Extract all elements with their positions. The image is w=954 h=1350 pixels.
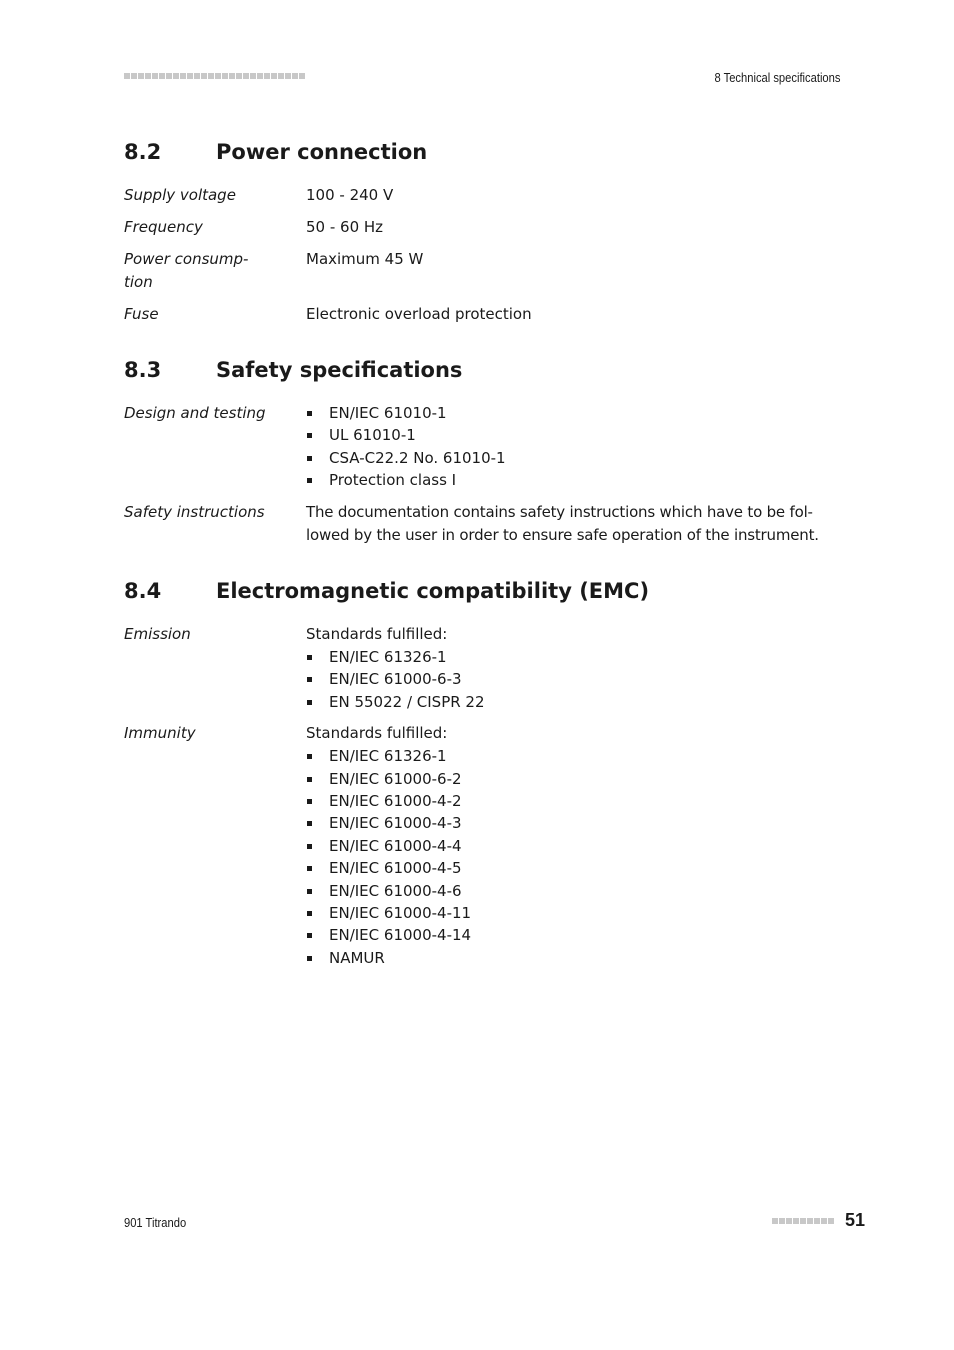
section-number: 8.2 xyxy=(124,140,162,164)
paragraph-line: The documentation contains safety instructions which have to be fol- xyxy=(306,502,813,521)
spec-table xyxy=(124,623,844,969)
list-item: EN/IEC 61326-1 xyxy=(306,745,826,767)
list-item: EN/IEC 61000-4-14 xyxy=(306,924,826,946)
list-item: EN/IEC 61000-4-4 xyxy=(306,835,826,857)
section-safety-specifications xyxy=(124,358,844,556)
spec-row xyxy=(124,623,844,713)
section-title: Safety specifications xyxy=(216,358,463,382)
section-emc xyxy=(124,579,844,978)
bullet-list xyxy=(306,402,826,492)
list-item: UL 61010-1 xyxy=(306,424,826,446)
spec-row xyxy=(124,216,844,239)
section-power-connection xyxy=(124,140,844,335)
paragraph-line: lowed by the user in order to ensure safe operation of the instrument. xyxy=(306,525,819,544)
section-title: Power connection xyxy=(216,140,428,164)
list-item: EN/IEC 61000-4-5 xyxy=(306,857,826,879)
section-number: 8.4 xyxy=(124,579,162,603)
page-number: 51 xyxy=(845,1210,866,1230)
section-number: 8.3 xyxy=(124,358,162,382)
spec-term: Design and testing xyxy=(124,404,266,422)
list-item: EN/IEC 61000-4-11 xyxy=(306,902,826,924)
spec-row xyxy=(124,501,844,547)
header-chapter-title: 8 Technical specifications xyxy=(714,70,840,85)
spec-value xyxy=(306,623,826,713)
list-item: Protection class I xyxy=(306,469,826,491)
list-item: EN/IEC 61000-6-2 xyxy=(306,768,826,790)
spec-value: 100 - 240 V xyxy=(306,186,394,204)
list-item: NAMUR xyxy=(306,947,826,969)
list-item: EN 55022 / CISPR 22 xyxy=(306,691,826,713)
standards-intro: Standards fulfilled: xyxy=(306,625,448,643)
list-item: EN/IEC 61000-4-3 xyxy=(306,812,826,834)
spec-term: Supply voltage xyxy=(124,186,236,204)
spec-value: 50 - 60 Hz xyxy=(306,218,384,236)
standards-intro: Standards fulfilled: xyxy=(306,724,448,743)
spec-value: Maximum 45 W xyxy=(306,250,424,268)
bullet-list xyxy=(306,745,826,969)
spec-value: Electronic overload protection xyxy=(306,305,532,323)
list-item: EN/IEC 61010-1 xyxy=(306,402,826,424)
section-heading xyxy=(124,358,844,388)
spec-value xyxy=(306,722,826,969)
spec-term: Safety instructions xyxy=(124,502,265,521)
spec-term: Frequency xyxy=(124,218,203,236)
section-title: Electromagnetic compatibility (EMC) xyxy=(216,579,650,603)
list-item: EN/IEC 61326-1 xyxy=(306,646,826,668)
spec-term-line: Power consump- xyxy=(124,250,249,268)
spec-value xyxy=(306,402,826,492)
spec-row xyxy=(124,722,844,969)
list-item: EN/IEC 61000-4-6 xyxy=(306,880,826,902)
spec-row xyxy=(124,402,844,492)
bullet-list xyxy=(306,646,826,713)
spec-value xyxy=(306,501,826,547)
spec-term: Fuse xyxy=(124,305,159,323)
section-heading xyxy=(124,579,844,609)
spec-row xyxy=(124,184,844,207)
list-item: EN/IEC 61000-4-2 xyxy=(306,790,826,812)
footer-product-name: 901 Titrando xyxy=(124,1215,187,1230)
footer-decoration-marks xyxy=(772,1218,834,1224)
list-item: CSA-C22.2 No. 61010-1 xyxy=(306,447,826,469)
spec-term xyxy=(124,248,306,294)
spec-table xyxy=(124,184,844,326)
list-item: EN/IEC 61000-6-3 xyxy=(306,668,826,690)
spec-table xyxy=(124,402,844,547)
header-decoration-marks xyxy=(124,73,305,79)
spec-row xyxy=(124,248,844,294)
spec-term-line: tion xyxy=(124,273,153,291)
spec-term: Immunity xyxy=(124,724,196,743)
spec-term: Emission xyxy=(124,625,191,643)
spec-row xyxy=(124,303,844,326)
section-heading xyxy=(124,140,844,170)
